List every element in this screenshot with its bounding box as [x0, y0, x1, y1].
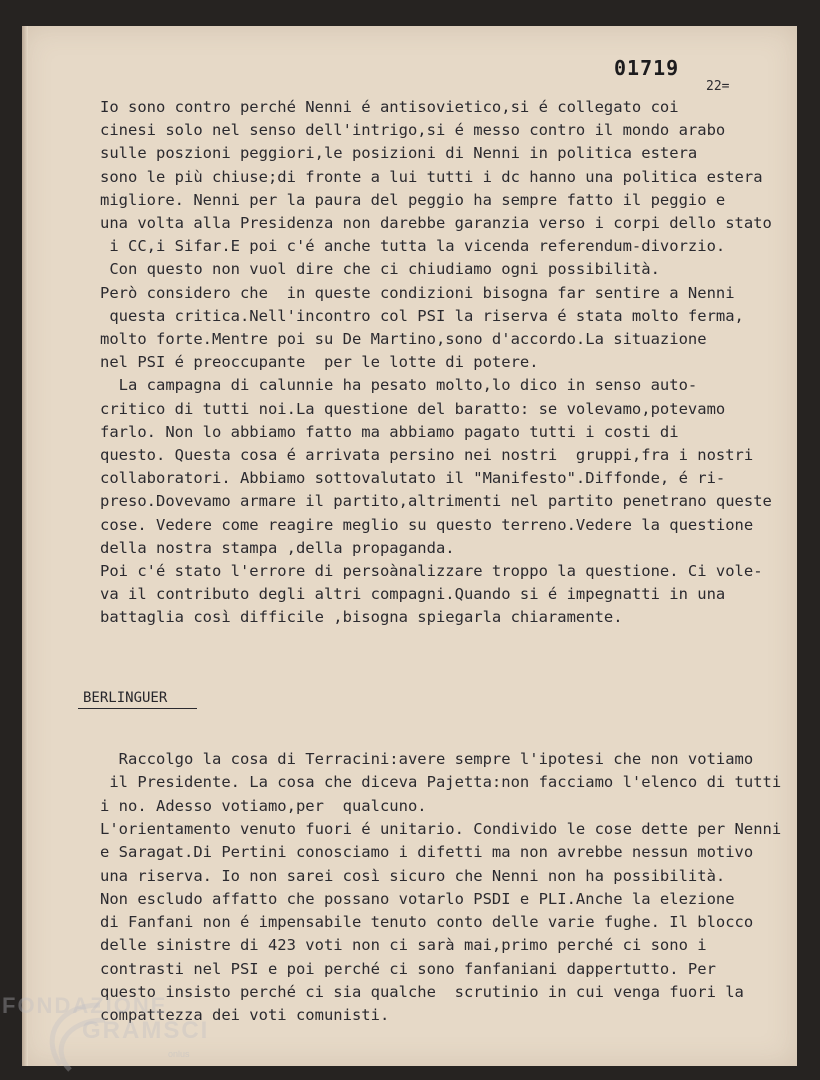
text-line: contrasti nel PSI e poi perché ci sono fanfaniani dappertutto. Per: [100, 959, 716, 978]
watermark-logo: [0, 985, 230, 1080]
text-line: Io sono contro perché Nenni é antisovietico,si é collegato coi: [100, 98, 679, 116]
text-line: farlo. Non lo abbiamo fatto ma abbiamo pagato tutti i costi di: [100, 422, 679, 441]
text-line: sulle poszioni peggiori,le posizioni di Nenni in politica estera: [100, 144, 698, 163]
text-line: Raccolgo la cosa di Terracini:avere sempre l'ipotesi che non votiamo: [100, 750, 754, 768]
text-line: una volta alla Presidenza non darebbe garanzia verso i corpi dello stato: [100, 214, 772, 232]
text-line: migliore. Nenni per la paura del peggio ha sempre fatto il peggio e: [100, 190, 726, 209]
document-number: 01719: [614, 56, 680, 80]
text-line: compattezza dei voti comunisti.: [100, 1006, 390, 1025]
text-line: Però considero che in queste condizioni bisogna far sentire a Nenni: [100, 283, 735, 302]
text-line: della nostra stampa ,della propaganda.: [100, 538, 455, 557]
text-line: molto forte.Mentre poi su De Martino,sono d'accordo.La situazione: [100, 330, 707, 348]
watermark-line-2: GRAMSCI: [82, 1017, 210, 1044]
text-line: delle sinistre di 423 voti non ci sarà mai,primo perché ci sono i: [100, 936, 707, 955]
text-line: il Presidente. La cosa che diceva Pajetta:non facciamo l'elenco di tutti: [100, 773, 782, 792]
text-line: Non escludo affatto che possano votarlo PSDI e PLI.Anche la elezione: [100, 889, 735, 908]
text-line: i CC,i Sifar.E poi c'é anche tutta la vicenda referendum-divorzio.: [100, 237, 726, 256]
text-line: cose. Vedere come reagire meglio su questo terreno.Vedere la questione: [100, 515, 754, 534]
text-line: questo. Questa cosa é arrivata persino nei nostri gruppi,fra i nostri: [100, 446, 754, 464]
speaker-heading: BERLINGUER: [78, 690, 197, 709]
text-line: di Fanfani non é impensabile tenuto conto delle varie fughe. Il blocco: [100, 913, 754, 932]
text-line: una riserva. Io non sarei così sicuro che Nenni non ha possibilità.: [100, 866, 726, 885]
text-line: questo insisto perché ci sia qualche scrutinio in cui venga fuori la: [100, 983, 744, 1001]
watermark-line-1: FONDAZIONE: [2, 993, 168, 1018]
text-line: cinesi solo nel senso dell'intrigo,si é messo contro il mondo arabo: [100, 121, 726, 140]
text-line: Poi c'é stato l'errore di persoànalizzare troppo la questione. Ci vole-: [100, 562, 763, 580]
text-line: nel PSI é preoccupante per le lotte di potere.: [100, 353, 539, 372]
text-line: Con questo non vuol dire che ci chiudiamo ogni possibilità.: [100, 260, 660, 279]
text-line: battaglia così difficile ,bisogna spiegarla chiaramente.: [100, 608, 623, 627]
text-line: La campagna di calunnie ha pesato molto,lo dico in senso auto-: [100, 376, 698, 395]
text-line: preso.Dovevamo armare il partito,altrimenti nel partito penetrano queste: [100, 492, 772, 511]
page-number: 22=: [706, 79, 730, 94]
text-line: collaboratori. Abbiamo sottovalutato il "Manifesto".Diffonde, é ri-: [100, 469, 726, 488]
text-line: critico di tutti noi.La questione del baratto: se volevamo,potevamo: [100, 399, 726, 418]
text-line: L'orientamento venuto fuori é unitario. Condivido le cose dette per Nenni: [100, 819, 782, 838]
text-line: e Saragat.Di Pertini conosciamo i difetti ma non avrebbe nessun motivo: [100, 843, 754, 862]
text-line: va il contributo degli altri compagni.Quando si é impegnatti in una: [100, 585, 726, 604]
watermark-line-3: onlus: [168, 1049, 190, 1059]
text-line: sono le più chiuse;di fronte a lui tutti i dc hanno una politica estera: [100, 167, 763, 186]
page-edge: [22, 26, 28, 1066]
text-line: questa critica.Nell'incontro col PSI la riserva é stata molto ferma,: [100, 306, 744, 325]
text-line: i no. Adesso votiamo,per qualcuno.: [100, 796, 427, 815]
